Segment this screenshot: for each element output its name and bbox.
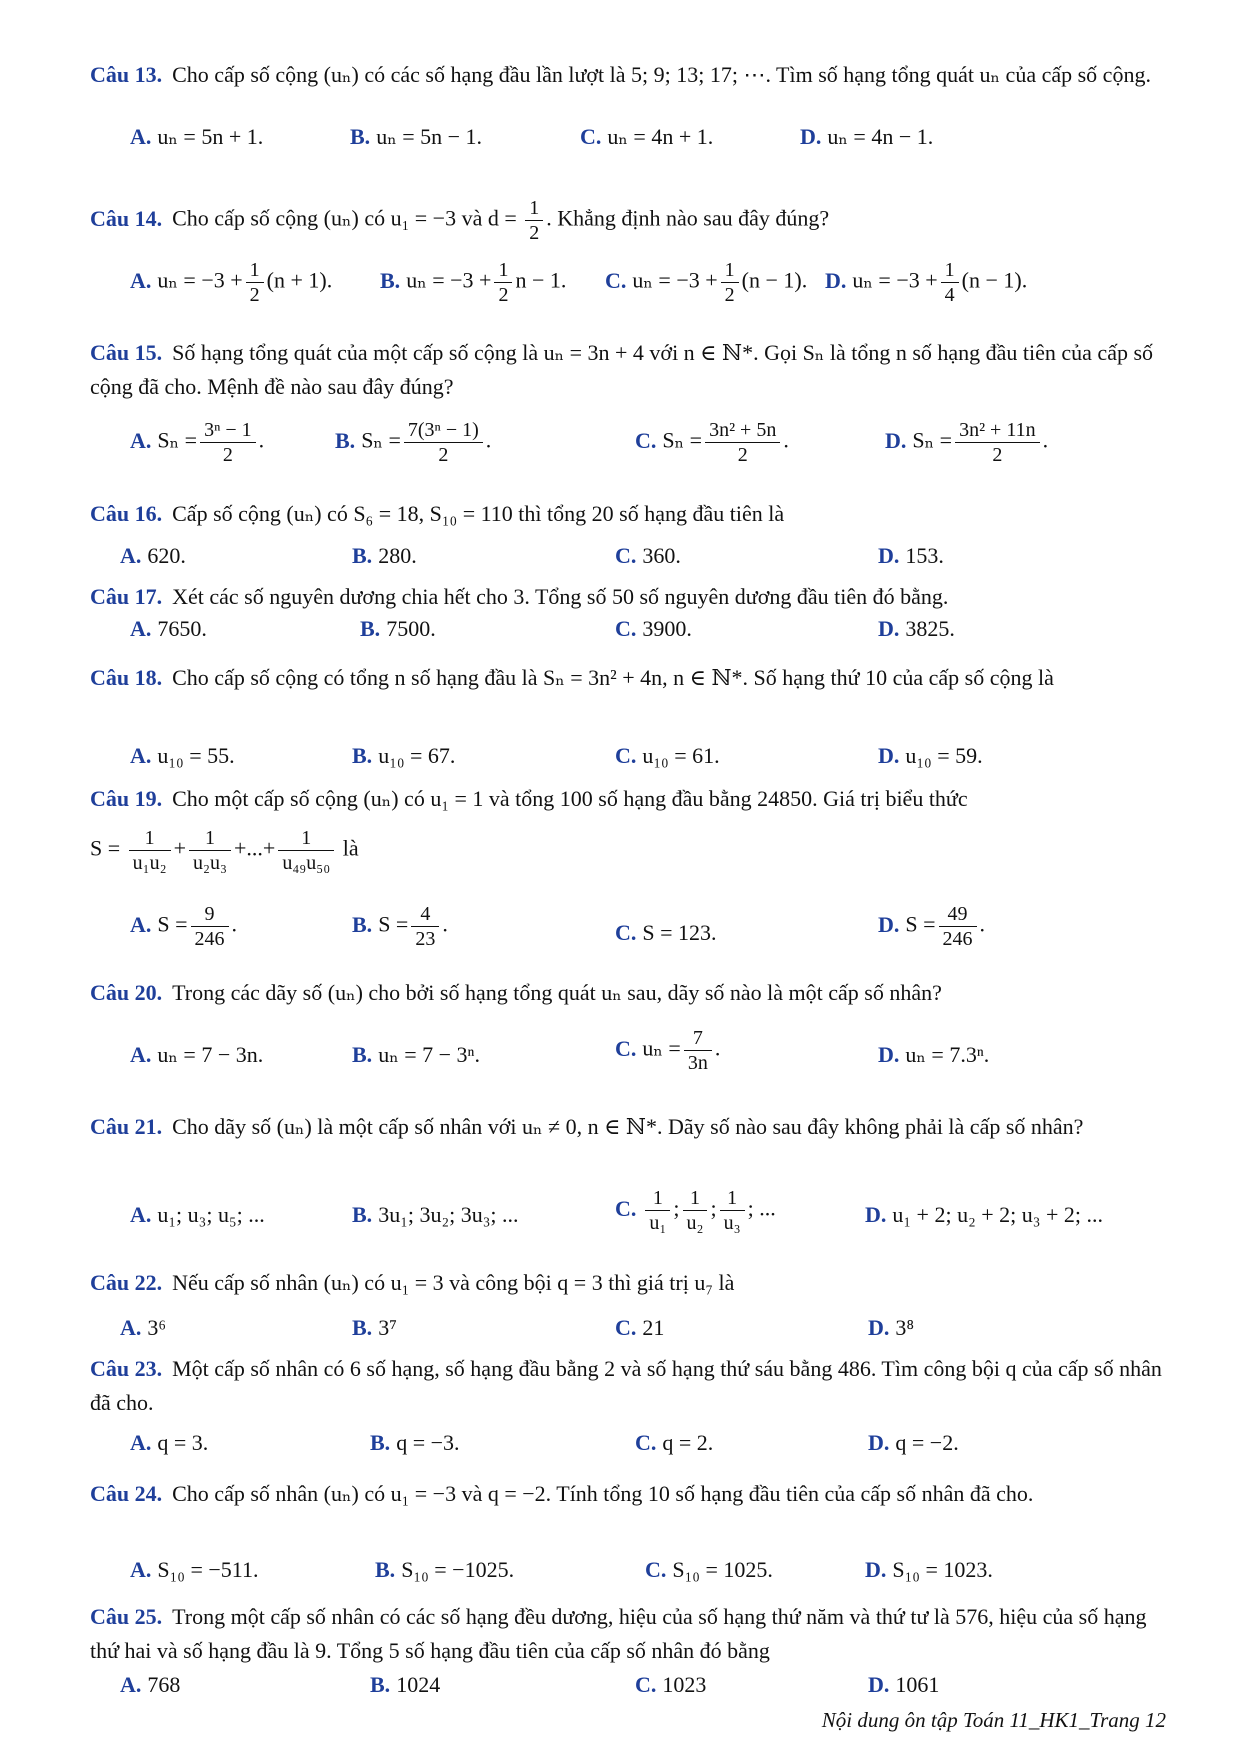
question-23 (90, 1352, 1175, 1455)
question-text: Nếu cấp số nhân (uₙ) có u₁ = 3 và công bội q = 3 thì giá trị u₇ là (172, 1270, 735, 1295)
option-a[interactable]: A. u₁₀ = 55. (130, 743, 235, 768)
options (90, 902, 1175, 950)
question-17 (90, 580, 1175, 641)
option-b[interactable]: B. q = −3. (370, 1430, 460, 1455)
option-a[interactable]: A. 3⁶ (120, 1315, 167, 1340)
question-text: Cho cấp số cộng (uₙ) có các số hạng đầu lần lượt là 5; 9; 13; 17; ⋯. Tìm số hạng tổng quát uₙ của cấp số cộng. (172, 62, 1151, 87)
option-d[interactable]: D. 3825. (878, 616, 955, 641)
question-number: Câu 13. (90, 62, 163, 87)
question-21 (90, 1110, 1175, 1234)
expression: S = $\frac{1}{\text{u₁u₂}}$ + $\frac{1}{\text{u₂u₃}}$ +...+ $\frac{1}{\text{u₄₉u₅₀}}$ là (90, 827, 359, 874)
option-a[interactable]: A. uₙ = 7 − 3n. (130, 1042, 264, 1067)
option-a[interactable]: A. S = $\frac{9}{246}$ . (130, 903, 238, 950)
options (90, 1553, 1175, 1593)
question-22 (90, 1266, 1175, 1340)
option-b[interactable]: B. 280. (352, 543, 417, 568)
question-14: Câu 14. Cho cấp số cộng (uₙ) có u₁ = −3 và d = $\frac{1}{2}$ . Khẳng định nào sau đây đúng? A. uₙ = −3 + $\frac{1}{2}$ (n + 1). B. uₙ = −3 + $\frac{1}{2}$ n − 1. C. uₙ = −3 + $\frac{1}{2}$ (n − 1). D. uₙ = −3 + $\frac{1}{4}$ (n − 1). (90, 196, 1175, 245)
question-13 (90, 58, 1175, 149)
option-a[interactable]: A. uₙ = 5n + 1. (130, 124, 264, 149)
options (90, 1026, 1175, 1074)
option-a[interactable]: A. 768 (120, 1672, 181, 1697)
option-a[interactable]: A. u₁; u₃; u₅; ... (130, 1202, 265, 1227)
question-text: Cho dãy số (uₙ) là một cấp số nhân với uₙ ≠ 0, n ∈ ℕ*. Dãy số nào sau đây không phải là cấp số nhân? (172, 1114, 1084, 1139)
question-number: Câu 23. (90, 1356, 163, 1381)
question-15 (90, 336, 1175, 466)
option-b[interactable]: B. S = $\frac{4}{23}$ . (352, 903, 448, 950)
option-b[interactable]: B. u₁₀ = 67. (352, 743, 456, 768)
question-text: Số hạng tổng quát của một cấp số cộng là uₙ = 3n + 4 với n ∈ ℕ*. Gọi Sₙ là tổng n số hạng đầu tiên của cấp số cộng đã cho. Mệnh đề nào sau đây đúng? (90, 340, 1154, 400)
option-d[interactable]: D. S₁₀ = 1023. (865, 1557, 993, 1582)
option-d[interactable]: D. q = −2. (868, 1430, 959, 1455)
question-number: Câu 21. (90, 1114, 163, 1139)
option-c[interactable]: C. Sₙ = $\frac{\text{3n² + 5n}}{2}$ . (635, 419, 789, 466)
options (90, 258, 1175, 306)
option-b[interactable]: B. uₙ = 5n − 1. (350, 124, 483, 149)
question-number: Câu 16. (90, 501, 163, 526)
option-b[interactable]: B. 3u₁; 3u₂; 3u₃; ... (352, 1202, 519, 1227)
question-number: Câu 19. (90, 786, 163, 811)
question-text: Cho cấp số cộng có tổng n số hạng đầu là Sₙ = 3n² + 4n, n ∈ ℕ*. Số hạng thứ 10 của cấp số cộng là (172, 665, 1054, 690)
option-c[interactable]: C. uₙ = −3 + $\frac{1}{2}$ (n − 1). (605, 259, 808, 306)
question-number: Câu 14. (90, 205, 163, 231)
question-number: Câu 15. (90, 340, 163, 365)
option-c[interactable]: C. S = 123. (615, 920, 717, 945)
option-a[interactable]: A. S₁₀ = −511. (130, 1557, 259, 1582)
question-number: Câu 18. (90, 665, 163, 690)
question-number: Câu 17. (90, 584, 163, 609)
options (90, 418, 1175, 466)
option-b[interactable]: B. 7500. (360, 616, 436, 641)
question-text: Trong một cấp số nhân có các số hạng đều dương, hiệu của số hạng thứ năm và thứ tư là 576, hiệu của số hạng thứ hai và số hạng đầu là 9. Tổng 5 số hạng đầu tiên của cấp số nhân đó bằng (90, 1604, 1147, 1664)
options (90, 1426, 1175, 1466)
question-number: Câu 25. (90, 1604, 163, 1629)
option-c[interactable]: C. 3900. (615, 616, 692, 641)
option-c[interactable]: C. q = 2. (635, 1430, 714, 1455)
question-text: Cho cấp số nhân (uₙ) có u₁ = −3 và q = −2. Tính tổng 10 số hạng đầu tiên của cấp số nhân đã cho. (172, 1481, 1034, 1506)
option-c[interactable]: C. u₁₀ = 61. (615, 743, 720, 768)
page-footer: Nội dung ôn tập Toán 11_HK1_Trang 12 (821, 1708, 1166, 1732)
options (90, 1311, 1175, 1351)
option-d[interactable]: D. S = $\frac{49}{246}$ . (878, 903, 986, 950)
question-24 (90, 1477, 1175, 1582)
option-b[interactable]: B. 1024 (370, 1672, 441, 1697)
option-d[interactable]: D. uₙ = 4n − 1. (800, 124, 934, 149)
question-text: Xét các số nguyên dương chia hết cho 3. Tổng số 50 số nguyên dương đầu tiên đó bằng. (172, 584, 949, 609)
options (90, 1186, 1175, 1234)
option-d[interactable]: D. Sₙ = $\frac{\text{3n² + 11n}}{2}$ . (885, 419, 1049, 466)
options (90, 539, 1175, 579)
question-text: Cấp số cộng (uₙ) có S₆ = 18, S₁₀ = 110 thì tổng 20 số hạng đầu tiên là (172, 501, 785, 526)
question-number: Câu 20. (90, 980, 163, 1005)
option-c[interactable]: C. 1023 (635, 1672, 707, 1697)
question-text: Trong các dãy số (uₙ) cho bởi số hạng tổng quát uₙ sau, dãy số nào là một cấp số nhân? (172, 980, 942, 1005)
question-text: Một cấp số nhân có 6 số hạng, số hạng đầu bằng 2 và số hạng thứ sáu bằng 486. Tìm công bội q của cấp số nhân đã cho. (90, 1356, 1162, 1416)
options (90, 612, 1175, 652)
option-b[interactable]: B. Sₙ = $\frac{\text{7(3ⁿ − 1)}}{2}$ . (335, 419, 492, 466)
option-a[interactable]: A. 620. (120, 543, 186, 568)
option-a[interactable]: A. uₙ = −3 + $\frac{1}{2}$ (n + 1). (130, 259, 333, 306)
question-18 (90, 661, 1175, 768)
question-text: Cho một cấp số cộng (uₙ) có u₁ = 1 và tổng 100 số hạng đầu bằng 24850. Giá trị biểu thức (172, 786, 968, 811)
option-b[interactable]: B. uₙ = −3 + $\frac{1}{2}$ n − 1. (380, 259, 567, 306)
option-b[interactable]: B. S₁₀ = −1025. (375, 1557, 515, 1582)
option-a[interactable]: A. 7650. (130, 616, 207, 641)
option-c[interactable]: C. S₁₀ = 1025. (645, 1557, 773, 1582)
option-b[interactable]: B. 3⁷ (352, 1315, 397, 1340)
option-d[interactable]: D. u₁ + 2; u₂ + 2; u₃ + 2; ... (865, 1202, 1103, 1227)
option-c[interactable]: C. 21 (615, 1315, 665, 1340)
option-a[interactable]: A. q = 3. (130, 1430, 209, 1455)
options (90, 1668, 1175, 1708)
option-d[interactable]: D. u₁₀ = 59. (878, 743, 983, 768)
option-c[interactable]: C. 360. (615, 543, 681, 568)
option-d[interactable]: D. 153. (878, 543, 944, 568)
option-b[interactable]: B. uₙ = 7 − 3ⁿ. (352, 1042, 480, 1067)
option-d[interactable]: D. 1061 (868, 1672, 940, 1697)
option-c[interactable]: C. uₙ = $\frac{7}{3n}$ . (615, 1027, 721, 1074)
question-19 (90, 782, 1175, 950)
option-a[interactable]: A. Sₙ = $\frac{\text{3ⁿ − 1}}{2}$ . (130, 419, 265, 466)
option-d[interactable]: D. uₙ = −3 + $\frac{1}{4}$ (n − 1). (825, 259, 1028, 306)
fraction: $\frac{1}{2}$ (525, 196, 543, 245)
options (90, 120, 1175, 160)
question-25 (90, 1600, 1175, 1697)
option-d[interactable]: D. 3⁸ (868, 1315, 915, 1340)
option-d[interactable]: D. uₙ = 7.3ⁿ. (878, 1042, 990, 1067)
option-c[interactable]: C. uₙ = 4n + 1. (580, 124, 714, 149)
option-c[interactable]: C. $\frac{1}{\text{u₁}}$ ; $\frac{1}{\text{u₂}}$ ; $\frac{1}{\text{u₃}}$ ; ... (615, 1187, 776, 1234)
question-16 (90, 497, 1175, 568)
question-number: Câu 24. (90, 1481, 163, 1506)
options (90, 739, 1175, 779)
question-number: Câu 22. (90, 1270, 163, 1295)
question-20 (90, 976, 1175, 1074)
